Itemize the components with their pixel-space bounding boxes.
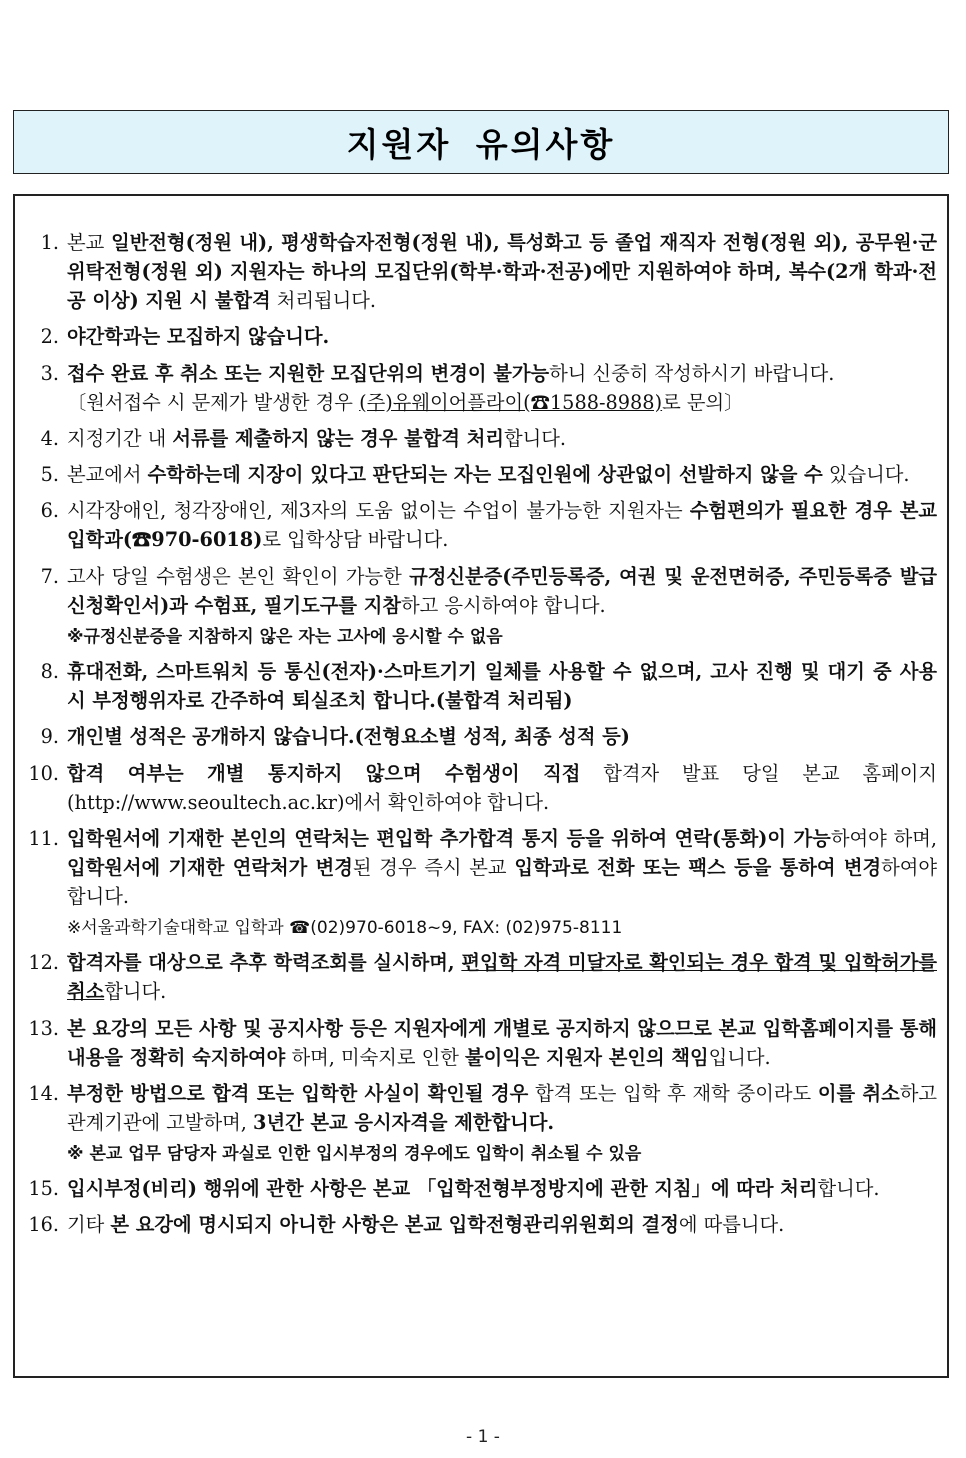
item-body: 합격 여부는 개별 통지하지 않으며 수험생이 직접 합격자 발표 당일 본교 홈페이지 (http://www.seoultech.ac.kr)에서 확인하여야 합니다. [67, 761, 937, 814]
item-body: 고사 당일 수험생은 본인 확인이 가능한 규정신분증(주민등록증, 여권 및 운전면허증, 주민등록증 발급신청확인서)과 수험표, 필기도구를 지참하고 응시하여야 합니다. ※규정신분증을 지참하지 않은 자는 고사에 응시할 수 없음 [67, 562, 937, 650]
item-note: ※규정신분증을 지참하지 않은 자는 고사에 응시할 수 없음 [67, 626, 503, 647]
list-item [25, 1014, 937, 1072]
list-item [25, 948, 937, 1006]
list-item [25, 1210, 937, 1239]
list-item [25, 460, 937, 489]
item-body: 본 요강의 모든 사항 및 공지사항 등은 지원자에게 개별로 공지하지 않으므로 본교 입학홈페이지를 통해 내용을 정확히 숙지하여야 하며, 미숙지로 인한 불이익은 지원자 본인의 책임입니다. [67, 1016, 937, 1069]
list-item [25, 759, 937, 817]
title-box [13, 110, 949, 174]
item-body: 부정한 방법으로 합격 또는 입학한 사실이 확인될 경우 합격 또는 입학 후 재학 중이라도 이를 취소하고 관계기관에 고발하며, 3년간 본교 응시자격을 제한합니다. ※ 본교 업무 담당자 과실로 인한 입시부정의 경우에도 입학이 취소될 수 있음 [67, 1079, 937, 1167]
list-item [25, 722, 937, 751]
item-body: 시각장애인, 청각장애인, 제3자의 도움 없이는 수업이 불가능한 지원자는 수험편의가 필요한 경우 본교 입학과(☎970-6018)로 입학상담 바랍니다. [67, 499, 937, 552]
page-title: 지원자 유의사항 [346, 124, 616, 164]
item-number: 5. [40, 463, 59, 487]
item-number: 11. [28, 826, 59, 850]
page-number: - 1 - [466, 1427, 500, 1447]
item-body: 개인별 성적은 공개하지 않습니다.(전형요소별 성적, 최종 성적 등) [67, 725, 630, 749]
item-number: 4. [40, 426, 59, 450]
item-number: 2. [40, 325, 59, 349]
item-number: 15. [28, 1177, 59, 1201]
item-body: 야간학과는 모집하지 않습니다. [67, 325, 330, 349]
item-note: ※서울과학기술대학교 입학과 ☎(02)970-6018~9, FAX: (02)975-8111 [67, 917, 623, 938]
item-body: 지정기간 내 서류를 제출하지 않는 경우 불합격 처리합니다. [67, 426, 566, 450]
item-number: 7. [40, 564, 59, 588]
item-body: 기타 본 요강에 명시되지 아니한 사항은 본교 입학전형관리위원회의 결정에 따릅니다. [67, 1213, 785, 1237]
notice-content-box [13, 194, 949, 1378]
list-item [25, 657, 937, 715]
item-body: 휴대전화, 스마트워치 등 통신(전자)·스마트기기 일체를 사용할 수 없으며, 고사 진행 및 대기 중 사용시 부정행위자로 간주하여 퇴실조치 합니다.(불합격 처리됨) [67, 660, 937, 713]
list-item [25, 824, 937, 941]
list-item [25, 562, 937, 650]
item-number: 8. [40, 660, 59, 684]
item-note: ※ 본교 업무 담당자 과실로 인한 입시부정의 경우에도 입학이 취소될 수 있음 [67, 1143, 642, 1164]
item-body: 본교에서 수학하는데 지장이 있다고 판단되는 자는 모집인원에 상관없이 선발하지 않을 수 있습니다. [67, 463, 910, 487]
item-body: 합격자를 대상으로 추후 학력조회를 실시하며, 편입학 자격 미달자로 확인되는 경우 합격 및 입학허가를 취소합니다. [67, 951, 937, 1004]
item-body: 접수 완료 후 취소 또는 지원한 모집단위의 변경이 불가능하니 신중히 작성하시기 바랍니다. 〔원서접수 시 문제가 발생한 경우 (주)유웨이어플라이(☎1588-8988)로 문의〕 [67, 361, 835, 414]
contact-link: (주)유웨이어플라이(☎1588-8988) [359, 390, 663, 414]
list-item [25, 228, 937, 315]
list-item [25, 424, 937, 453]
item-number: 6. [40, 499, 59, 523]
item-number: 14. [28, 1081, 59, 1105]
item-body: 입학원서에 기재한 본인의 연락처는 편입학 추가합격 통지 등을 위하여 연락(통화)이 가능하여야 하며, 입학원서에 기재한 연락처가 변경된 경우 즉시 본교 입학과로 전화 또는 팩스 등을 통하여 변경하여야 합니다. ※서울과학기술대학교 입학과 ☎(02)970-6018~9, FAX: (02)975-8111 [67, 824, 937, 941]
list-item [25, 322, 937, 351]
item-number: 9. [40, 725, 59, 749]
item-body: 본교 일반전형(정원 내), 평생학습자전형(정원 내), 특성화고 등 졸업 재직자 전형(정원 외), 공무원·군위탁전형(정원 외) 지원자는 하나의 모집단위(학부·학과·전공)에만 지원하여야 하며, 복수(2개 학과·전공 이상) 지원 시 불합격 처리됩니다. [67, 231, 937, 312]
list-item [25, 1079, 937, 1167]
item-number: 12. [28, 951, 59, 975]
list-item [25, 496, 937, 554]
list-item [25, 359, 937, 417]
notice-list [25, 228, 937, 1247]
list-item [25, 1174, 937, 1203]
item-number: 13. [28, 1016, 59, 1040]
item-number: 16. [28, 1213, 59, 1237]
item-number: 10. [28, 761, 59, 785]
item-body: 입시부정(비리) 행위에 관한 사항은 본교 「입학전형부정방지에 관한 지침」에 따라 처리합니다. [67, 1177, 880, 1201]
item-number: 1. [40, 231, 59, 254]
item-number: 3. [40, 361, 59, 385]
